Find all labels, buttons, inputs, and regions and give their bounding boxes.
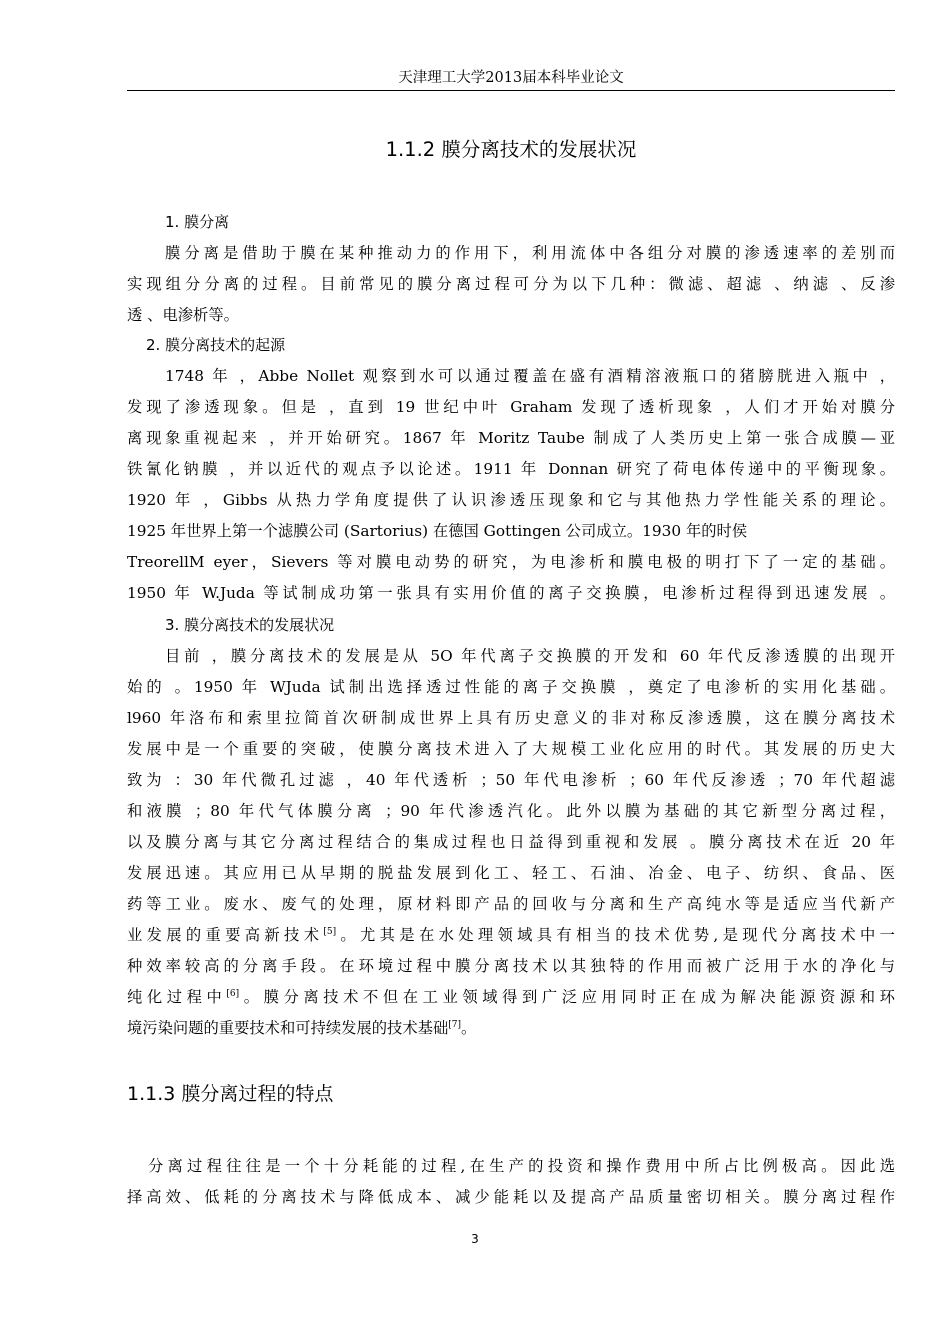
paragraph-line: 实现组分分离的过程。目前常见的膜分离过程可分为以下几种：微滤、超滤 、纳滤 、反渗 xyxy=(127,275,895,293)
subheading-development-status: 3. 膜分离技术的发展状况 xyxy=(165,616,335,634)
citation-ref-6[interactable]: [6] xyxy=(226,989,240,999)
section-title-1-1-2: 1.1.2 膜分离技术的发展状况 xyxy=(385,138,637,161)
line-text: 境污染问题的重要技术和可持续发展的技术基础 xyxy=(127,1019,449,1037)
paragraph-line: 透 、电渗析等。 xyxy=(127,306,239,324)
paragraph-line: 1950 年 W.Juda 等试制成功第一张具有实用价值的离子交换膜，电渗析过程得到迅速发展 。 xyxy=(127,584,895,602)
paragraph-line: 发展迅速。其应用已从早期的脱盐发展到化工、轻工、石油、冶金、电子、纺织、食品、医 xyxy=(127,864,895,882)
section-title-1-1-3: 1.1.3 膜分离过程的特点 xyxy=(127,1083,334,1105)
paragraph-line xyxy=(127,924,895,946)
paragraph-line xyxy=(127,986,895,1008)
paragraph-line: l960 年洛布和索里拉简首次研制成世界上具有历史意义的非对称反渗透膜，这在膜分离技术 xyxy=(127,709,895,727)
line-text: 纯化过程中 xyxy=(127,988,227,1006)
paragraph-line: 1925 年世界上第一个滤膜公司 (Sartorius) 在德国 Gottingen 公司成立。1930 年的时侯 xyxy=(127,522,748,540)
paragraph-line: 分离过程往往是一个十分耗能的过程,在生产的投资和操作费用中所占比例极高。因此选 xyxy=(148,1157,895,1175)
paragraph-line: 择高效、低耗的分离技术与降低成本、减少能耗以及提高产品质量密切相关。膜分离过程作 xyxy=(127,1188,895,1206)
paragraph-line: 致为 ：30 年代微孔过滤 ，40 年代透析 ；50 年代电渗析 ；60 年代反渗透 ；70 年代超滤 xyxy=(127,771,895,789)
paragraph-line: 1920 年 ，Gibbs 从热力学角度提供了认识渗透压现象和它与其他热力学性能关系的理论。 xyxy=(127,491,895,509)
running-header: 天津理工大学2013届本科毕业论文 xyxy=(398,70,624,86)
citation-ref-7[interactable]: [7] xyxy=(448,1020,461,1030)
paragraph-line: 发现了渗透现象。但是 ，直到 19 世纪中叶 Graham 发现了透析现象 ，人们才开始对膜分 xyxy=(127,398,895,416)
subheading-origin: 2. 膜分离技术的起源 xyxy=(146,336,286,354)
paragraph-line: 药等工业。废水、废气的处理，原材料即产品的回收与分离和生产高纯水等是适应当代新产 xyxy=(127,895,895,913)
paragraph-line: 始的 。1950 年 WJuda 试制出选择透过性能的离子交换膜 ，奠定了电渗析的实用化基础。 xyxy=(127,678,895,696)
paragraph-line xyxy=(127,1017,895,1039)
paragraph-line: 以及膜分离与其它分离过程结合的集成过程也日益得到重视和发展 。膜分离技术在近 20 年 xyxy=(127,833,895,851)
line-text: 。尤其是在水处理领域具有相当的技术优势,是现代分离技术中一 xyxy=(336,926,895,944)
paragraph-line: 发展中是一个重要的突破，使膜分离技术进入了大规模工业化应用的时代。其发展的历史大 xyxy=(127,740,895,758)
line-text: 业发展的重要高新技术 xyxy=(127,926,324,944)
paragraph-line: TreorellM eyer，Sievers 等对膜电动势的研究，为电渗析和膜电极的明打下了一定的基础。 xyxy=(127,553,895,571)
paragraph-line: 目前 ，膜分离技术的发展是从 5O 年代离子交换膜的开发和 60 年代反渗透膜的出现开 xyxy=(165,647,895,665)
page-number: 3 xyxy=(471,1232,479,1246)
paragraph-line: 膜分离是借助于膜在某种推动力的作用下，利用流体中各组分对膜的渗透速率的差别而 xyxy=(165,244,895,262)
line-text: 。膜分离技术不但在工业领域得到广泛应用同时正在成为解决能源资源和环 xyxy=(239,988,895,1006)
paragraph-line: 离现象重视起来 ，并开始研究。1867 年 Moritz Taube 制成了人类历史上第一张合成膜—亚 xyxy=(127,429,895,447)
subheading-membrane-separation: 1. 膜分离 xyxy=(165,213,230,231)
paragraph-line: 和液膜 ；80 年代气体膜分离 ；90 年代渗透汽化。此外以膜为基础的其它新型分离过程， xyxy=(127,802,895,820)
paragraph-line: 铁氰化钠膜 ，并以近代的观点予以论述。1911 年 Donnan 研究了荷电体传递中的平衡现象。 xyxy=(127,460,895,478)
citation-ref-5[interactable]: [5] xyxy=(323,927,337,937)
line-text: 。 xyxy=(461,1019,477,1037)
paragraph-line: 1748 年 ，Abbe Nollet 观察到水可以通过覆盖在盛有酒精溶液瓶口的猪膀胱进入瓶中 ， xyxy=(165,367,895,385)
paragraph-line: 种效率较高的分离手段。在环境过程中膜分离技术以其独特的作用而被广泛用于水的净化与 xyxy=(127,957,895,975)
header-rule xyxy=(127,90,895,91)
